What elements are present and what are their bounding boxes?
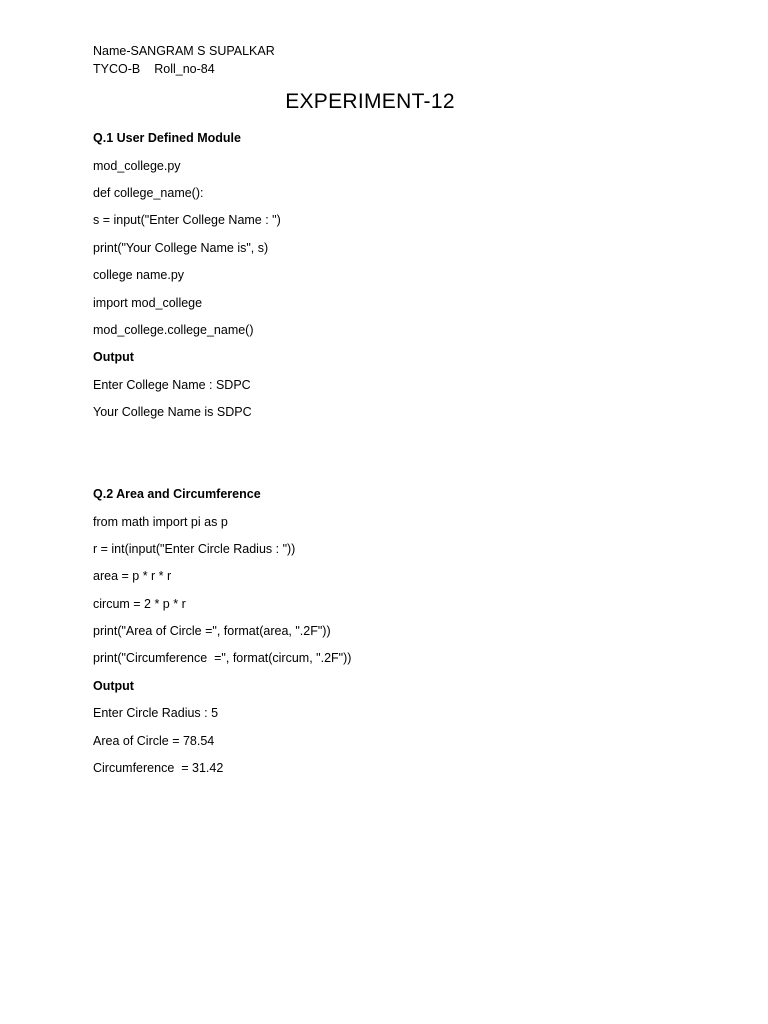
- q2-output-heading: Output: [93, 679, 134, 693]
- q2-output-line: Enter Circle Radius : 5: [93, 706, 219, 720]
- q2-code-line: print("Area of Circle =", format(area, ".2F")): [93, 624, 331, 638]
- q1-code-line: print("Your College Name is", s): [93, 241, 269, 255]
- student-name: Name-SANGRAM S SUPALKAR: [93, 44, 275, 58]
- q1-code-line: import mod_college: [93, 296, 203, 310]
- q1-heading: Q.1 User Defined Module: [93, 131, 241, 145]
- q1-code-line: mod_college.college_name(): [93, 323, 254, 337]
- q1-output-line: Your College Name is SDPC: [93, 405, 252, 419]
- q1-code-line: college name.py: [93, 268, 185, 282]
- roll-number: Roll_no-84: [154, 62, 215, 76]
- q1-output-heading: Output: [93, 350, 134, 364]
- q2-output-line: Area of Circle = 78.54: [93, 734, 215, 748]
- q2-code-line: r = int(input("Enter Circle Radius : ")): [93, 542, 296, 556]
- page-title: EXPERIMENT-12: [285, 90, 455, 113]
- q2-code-line: circum = 2 * p * r: [93, 597, 186, 611]
- q2-output-line: Circumference = 31.42: [93, 761, 224, 775]
- q2-code-line: from math import pi as p: [93, 515, 228, 529]
- q2-code-line: print("Circumference =", format(circum, ".2F")): [93, 651, 352, 665]
- class-roll-line: [93, 61, 215, 77]
- q1-code-line: def college_name():: [93, 186, 204, 200]
- q2-heading: Q.2 Area and Circumference: [93, 487, 261, 501]
- class-label: TYCO-B: [93, 62, 141, 76]
- q1-code-line: mod_college.py: [93, 159, 181, 173]
- q1-code-line: s = input("Enter College Name : "): [93, 213, 281, 227]
- q2-code-line: area = p * r * r: [93, 569, 172, 583]
- q1-output-line: Enter College Name : SDPC: [93, 378, 251, 392]
